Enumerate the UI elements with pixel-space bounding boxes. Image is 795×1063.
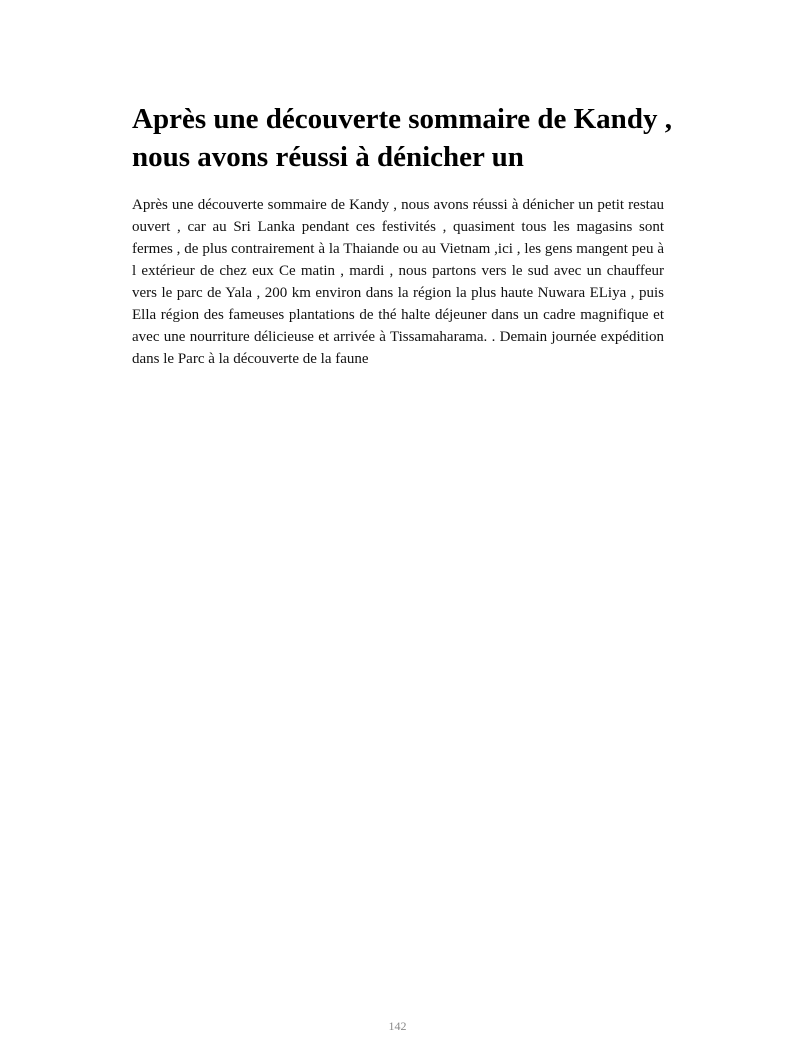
body-paragraph: Après une découverte sommaire de Kandy , nous avons réussi à dénicher un petit restau ouvert , car au Sri Lanka pendant ces festivités , quasiment tous les magasins sont fermes , de plus contrairement à la Thaiande ou au Vietnam ,ici , les gens mangent peu à l extérieur de chez eux Ce matin , mardi , nous partons vers le sud avec un chauffeur vers le parc de Yala , 200 km environ dans la région la plus haute Nuwara ELiya , puis Ella région des fameuses plantations de thé halte déjeuner dans un cadre magnifique et avec une nourriture délicieuse et arrivée à Tissamaharama. . Demain journée expédition dans le Parc à la découverte de la faune [132,197,664,367]
page-number: 142 [388,1019,407,1033]
page-title: Après une découverte sommaire de Kandy , nous avons réussi à dénicher un [132,103,672,173]
